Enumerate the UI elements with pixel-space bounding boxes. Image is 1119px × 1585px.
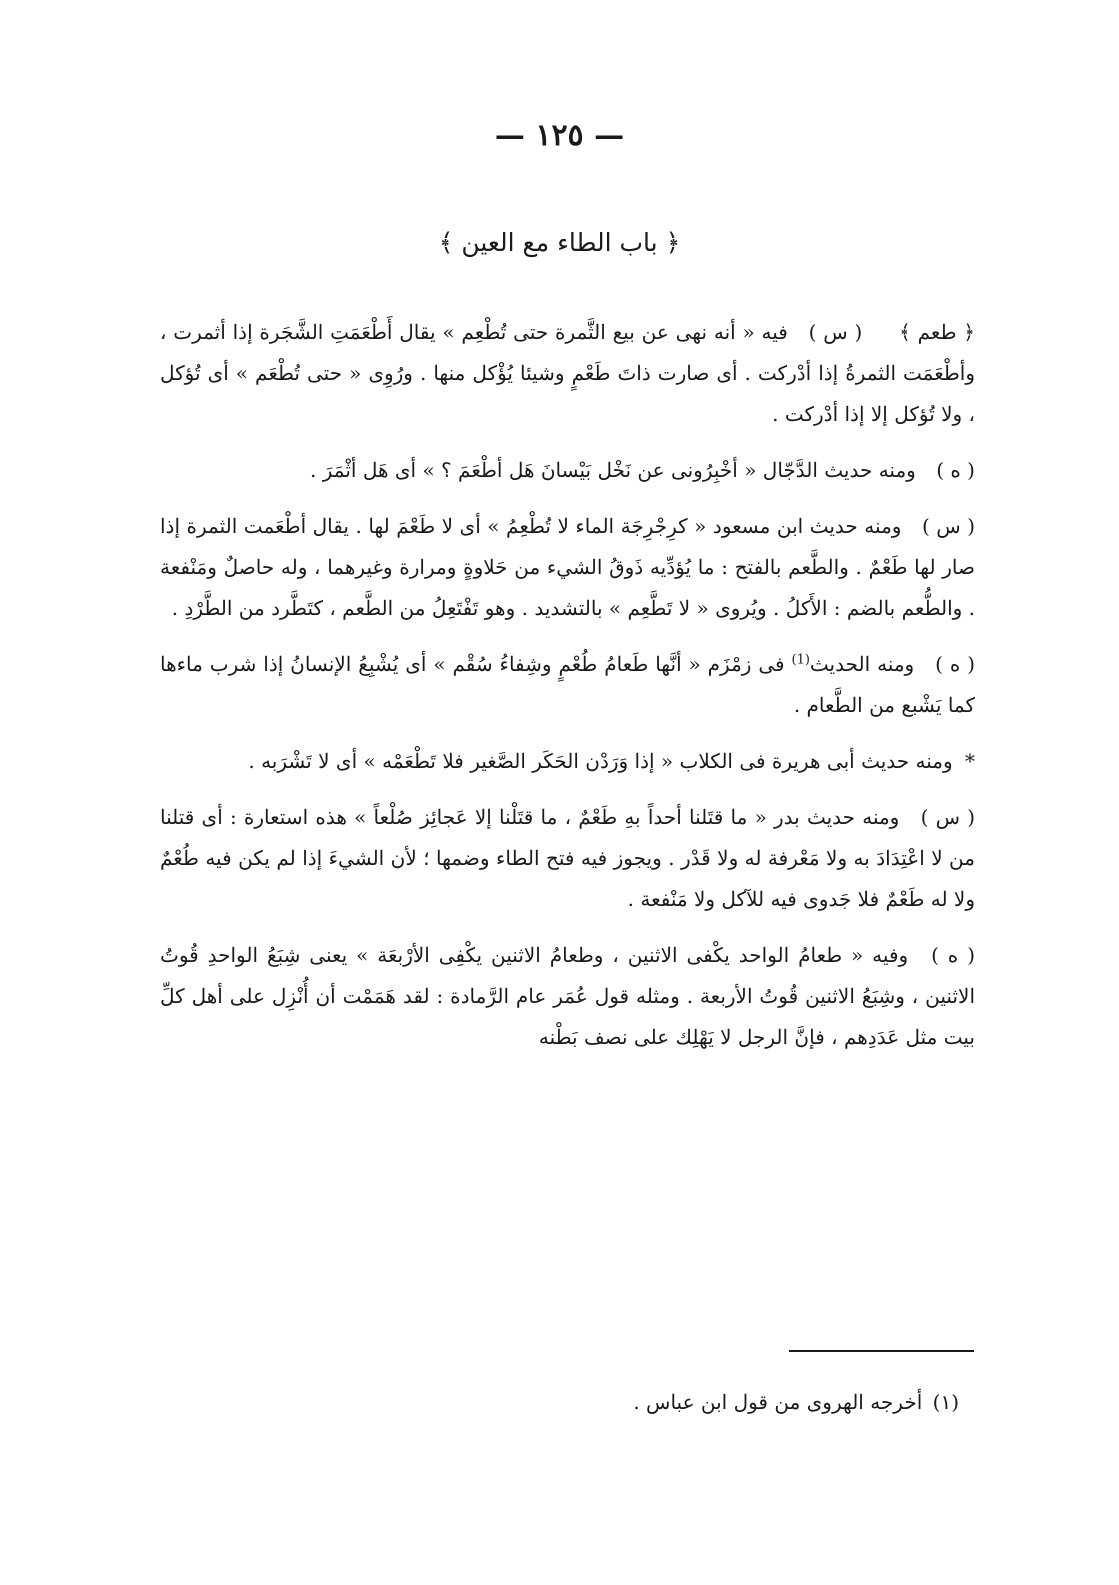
source-marker: ( س ) — [921, 514, 976, 538]
entry-paragraph — [160, 644, 975, 726]
entry-paragraph — [160, 935, 975, 1058]
entry-text: ومنه الحديث — [809, 652, 915, 676]
entry-paragraph — [160, 797, 975, 920]
source-marker: ( ه ) — [931, 943, 975, 967]
entry-paragraph — [160, 312, 975, 435]
footnote-reference: (1) — [791, 652, 810, 668]
footnote — [459, 1386, 959, 1418]
body-text — [160, 312, 975, 1073]
source-marker: ( س ) — [920, 805, 976, 829]
entry-text: فى زمْزَم « أنَّها طَعامُ طُعْمٍ وشِفاءُ سُقْم » أى يُشْبِعُ الإنسانُ إذا شرب ماءها كما يَشْبع من الطَّعام . — [160, 652, 975, 717]
entry-text: ومنه حديث بدر « ما قتَلنا أحداً بهِ طَعْمٌ ، ما قتَلْنا إلا عَجائِز صُلْعاً » هذه استعارة : أى قتلنا من لا اعْتِدَادَ به ولا مَعْرفة له ولا قَدْر . ويجوز فيه فتح الطاء وضمها ؛ لأن الشيءَ إذا لم يكن فيه طُعْمٌ ولا له طَعْمٌ فلا جَدوى فيه للآكل ولا مَنْفعة . — [160, 805, 975, 911]
source-marker: ( س ) — [808, 320, 863, 344]
chapter-heading: ﴿ باب الطاء مع العين ﴾ — [438, 228, 681, 257]
source-marker: ( ه ) — [936, 458, 975, 482]
star-marker: * — [965, 749, 975, 773]
entry-paragraph — [160, 741, 975, 782]
entry-text: ومنه حديث الدَّجّال « أخْبِرُونى عن نَخْل بَيْسانَ هَل أطْعَمَ ؟ » أى هَل أثْمَرَ . — [310, 458, 916, 482]
entry-text: ومنه حديث أبى هريرة فى الكلاب « إذا وَرَدْن الحَكَر الصَّغير فلا تَطْعَمْه » أى لا تَشْرَبه . — [248, 749, 953, 773]
entry-text: وفيه « طعامُ الواحد يكْفى الاثنين ، وطعامُ الاثنين يكْفِى الأرْبعَة » يعنى شِبَعُ الواحدِ قُوتُ الاثنين ، وشِبَعُ الاثنين قُوتُ الأربعة . ومثله قول عُمَر عام الرَّمادة : لقد هَمَمْت أن أُنْزِل على أهل كلِّ بيت مثل عَدَدِهم ، فإنَّ الرجل لا يَهْلِك على نصف بَطْنه — [160, 943, 975, 1049]
page-number: — ١٢٥ — — [494, 118, 625, 153]
footnote-divider — [789, 1350, 974, 1352]
source-marker: ( ه ) — [935, 652, 976, 676]
footnote-text: أخرجه الهروى من قول ابن عباس . — [633, 1390, 923, 1414]
entry-text: ومنه حديث ابن مسعود « كرِجْرِجَة الماء لا تُطْعِمُ » أى لا طَعْمَ لها . يقال أطْعَمت الثمرة إذا صار لها طَعْمٌ . والطَّعم بالفتح : ما يُؤدِّيه ذَوقُ الشيء من حَلاوةٍ ومرارة وغيرهما ، وله حاصلٌ ومَنْفعة . والطُّعم بالضم : الأَكلُ . ويُروى « لا تَطَّعِم » بالتشديد . وهو تَفْتَعِلُ من الطَّعم ، كتَطَّرد من الطَّرْدِ . — [160, 514, 975, 620]
entry-paragraph — [160, 506, 975, 629]
footnote-number: (١) — [932, 1390, 959, 1414]
entry-paragraph — [160, 450, 975, 491]
entry-text: فيه « أنه نهى عن بيع الثَّمرة حتى تُطْعِم » يقال أَطْعَمَتِ الشَّجَرة إذا أثمرت ، وأطْعَمَت الثمرةُ إذا أدْركت . أى صارت ذاتَ طَعْمٍ وشيئا يُؤْكل منها . ورُوِى « حتى تُطْعَم » أى تُؤكل ، ولا تُؤكل إلا إذا أدْركت . — [160, 320, 976, 426]
entry-keyword: ﴿ طعم ﴾ — [899, 320, 976, 344]
